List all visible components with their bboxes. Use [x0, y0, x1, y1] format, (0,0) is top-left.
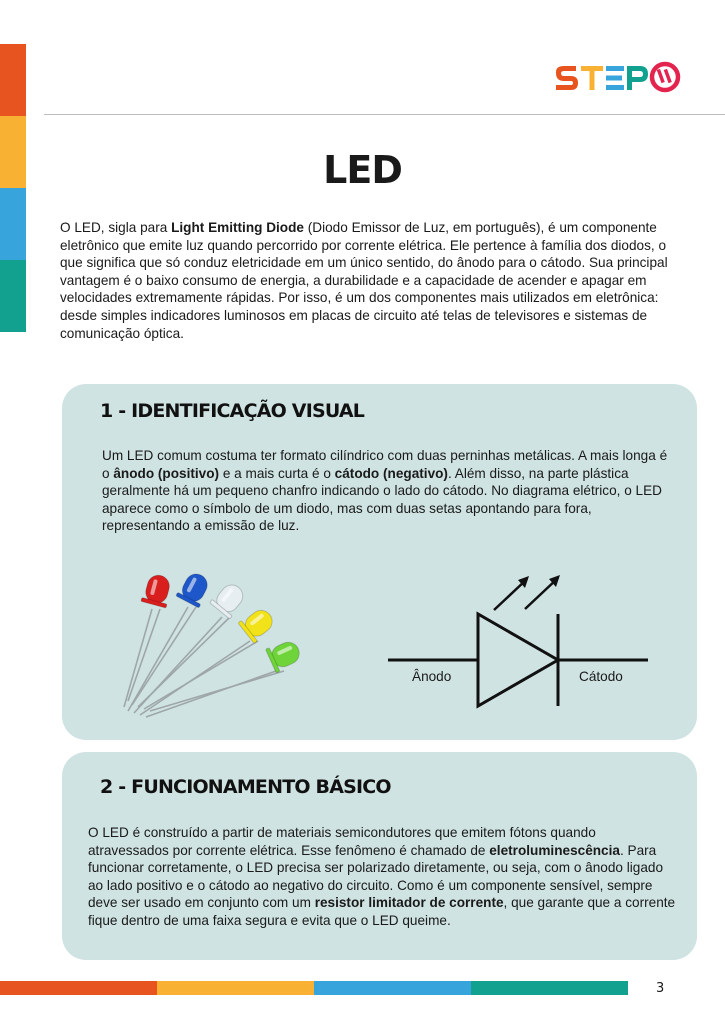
intro-paragraph [60, 219, 675, 342]
section-1-heading: 1 - IDENTIFICAÇÃO VISUAL [100, 400, 365, 422]
section-2-text-1: O LED é construído a partir de materiais semicondutores que emitem fótons quando atravessados por corrente elétrica. Esse fenômeno é chamado de [88, 825, 596, 858]
section-visual-identification [62, 384, 697, 740]
section-1-bold-anode: ânodo (positivo) [113, 465, 220, 481]
section-2-text-2: . Para funcionar corretamente, o LED precisa ser polarizado diretamente, ou seja, com o ânodo ligado ao lado positivo e o cátodo ao negativo do circuito. Como é um componente sensível, sempre deve ser usado em conjunto com um [88, 842, 664, 911]
section-2-bold-resistor: resistor limitador de corrente [314, 895, 504, 911]
section-2-bold-electroluminescence: eletroluminescência [489, 842, 620, 858]
step-logo [552, 58, 684, 102]
section-basic-operation [62, 752, 697, 960]
intro-bold-term: Light Emitting Diode [171, 220, 304, 235]
section-1-text-1: Um LED comum costuma ter formato cilíndrico com duas perninhas metálicas. A mais longa é o [102, 448, 668, 481]
section-2-paragraph [88, 824, 678, 930]
page-title: LED [323, 148, 402, 192]
led-red [124, 572, 174, 707]
anode-label: Ânodo [412, 669, 452, 684]
section-1-paragraph [102, 447, 672, 535]
header-divider [44, 114, 725, 115]
footer-stripe-yellow [157, 981, 314, 995]
leds-illustration [118, 559, 318, 719]
section-2-text-3: , que garante que a corrente fique dentro de uma faixa segura e evita que o LED queime. [88, 895, 676, 928]
diode-triangle [478, 614, 558, 706]
intro-text-2: (Diodo Emissor de Luz, em português), é um componente eletrônico que emite luz quando percorrido por corrente elétrica. Ele pertence à família dos diodos, o que significa que só conduz eletricidade em um único sentido, do ânodo para o cátodo. Sua principal vantagem é o baixo consumo de energia, a durabilidade e a capacidade de acender e apagar em velocidades extremamente rápidas. Por isso, é um dos componentes mais utilizados em eletrônica: desde simples indicadores luminosos em placas de circuito até telas de televisores e sistemas de comunicação óptica. [60, 220, 668, 341]
footer-stripe-orange [0, 981, 157, 995]
section-2-heading: 2 - FUNCIONAMENTO BÁSICO [100, 776, 391, 798]
section-1-bold-cathode: cátodo (negativo) [334, 465, 448, 481]
section-1-text-3: . Além disso, na parte plástica geralmente há um pequeno chanfro indicando o lado do cátodo. No diagrama elétrico, o LED aparece como o símbolo de um diodo, mas com duas setas apontando para fora, representando a emissão de luz. [102, 465, 662, 534]
side-stripe-blue [0, 188, 26, 260]
footer-stripe-teal [471, 981, 628, 995]
led-schematic-symbol [382, 564, 662, 714]
intro-text-1: O LED, sigla para [60, 220, 172, 235]
page-number: 3 [656, 981, 665, 996]
footer-stripe-blue [314, 981, 471, 995]
side-stripe-teal [0, 260, 26, 332]
section-1-text-2: e a mais curta é o [219, 465, 335, 481]
cathode-label: Cátodo [579, 669, 623, 684]
side-stripe-orange [0, 44, 26, 116]
